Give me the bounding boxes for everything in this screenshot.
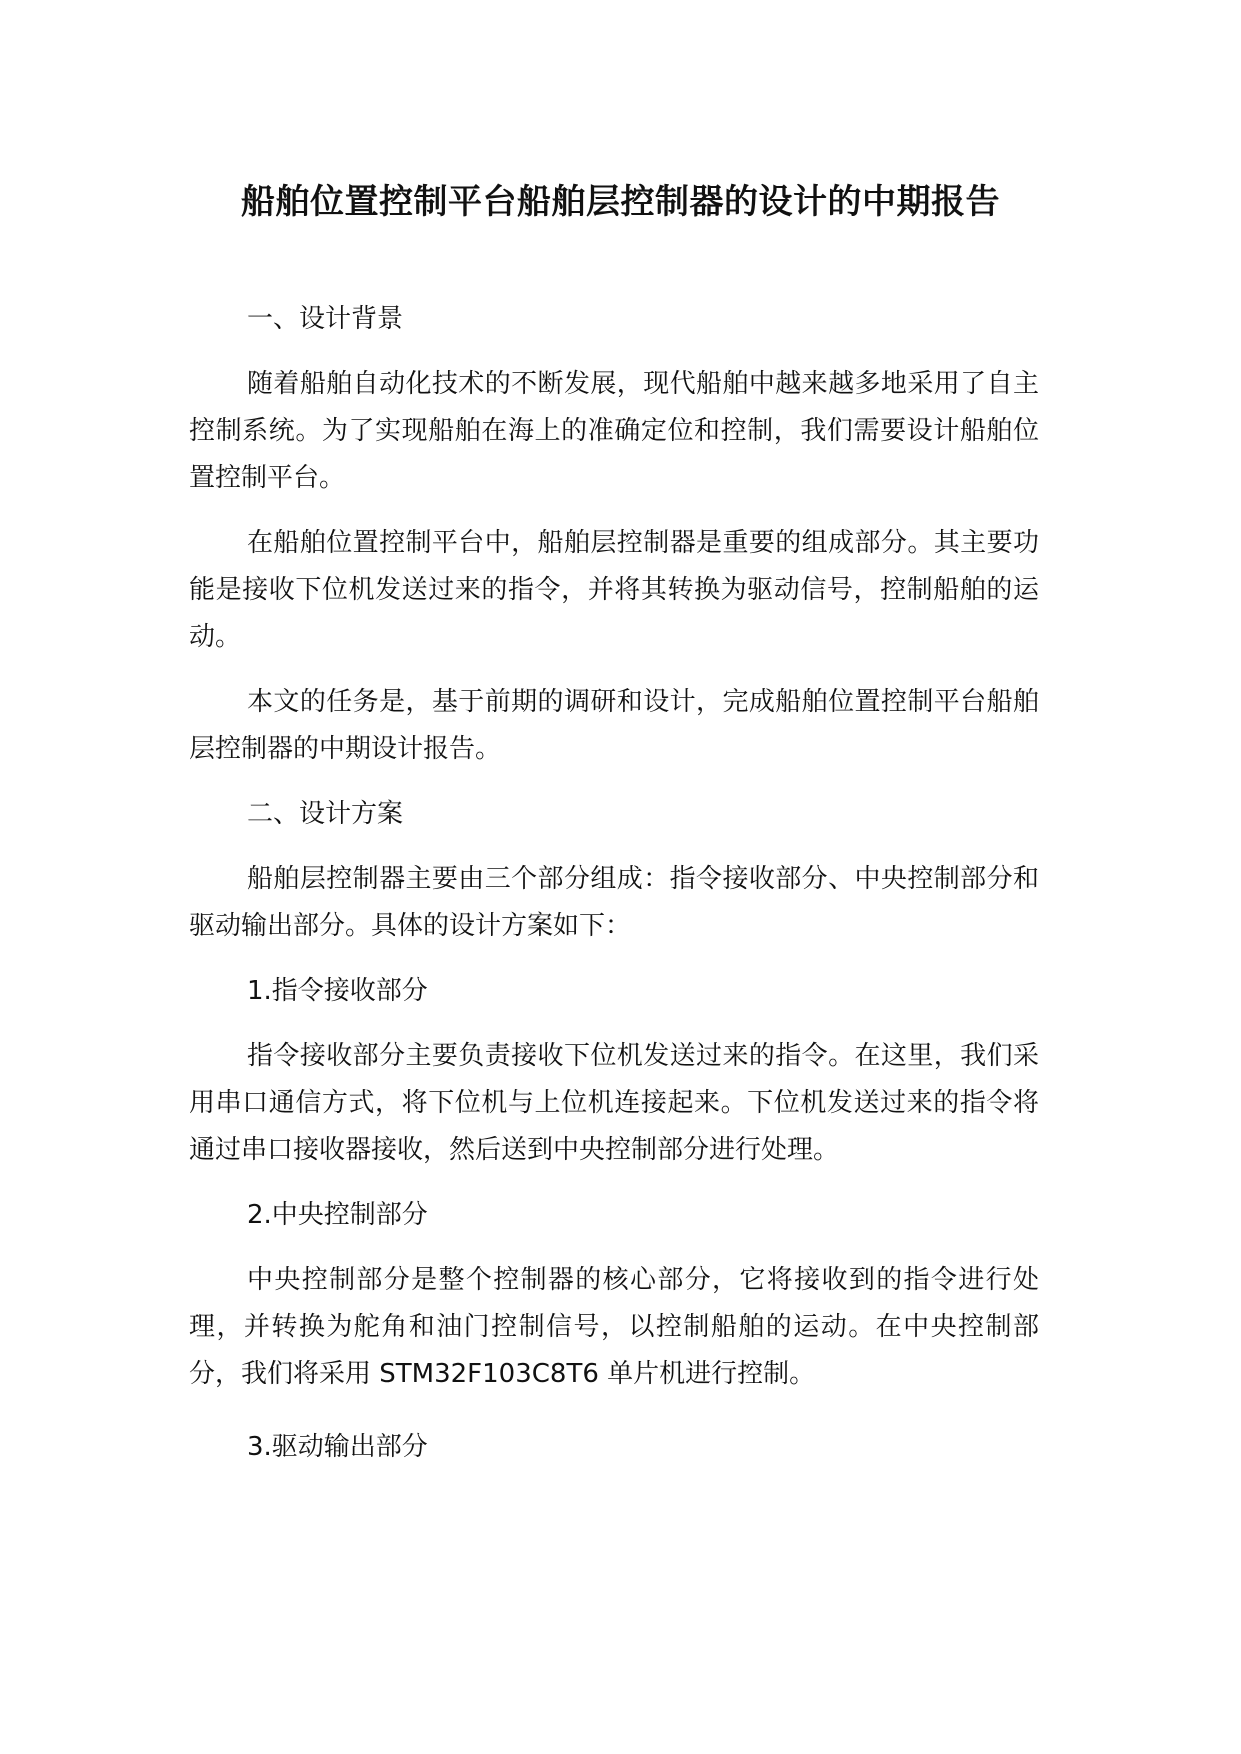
subsection-heading-command-receive: 1.指令接收部分 — [247, 976, 428, 1006]
paragraph-background-2: 在船舶位置控制平台中，船舶层控制器是重要的组成部分。其主要功能是接收下位机发送过来的指令，并将其转换为驱动信号，控制船舶的运动。 — [189, 528, 1039, 652]
paragraph-central-control: 中央控制部分是整个控制器的核心部分，它将接收到的指令进行处理，并转换为舵角和油门控制信号，以控制船舶的运动。在中央控制部分，我们将采用 STM32F103C8T6 单片机进行控制。 — [189, 1265, 1039, 1389]
paragraph-design-overview: 船舶层控制器主要由三个部分组成：指令接收部分、中央控制部分和驱动输出部分。具体的设计方案如下： — [189, 864, 1039, 941]
document-body — [189, 296, 1039, 1489]
paragraph-background-1: 随着船舶自动化技术的不断发展，现代船舶中越来越多地采用了自主控制系统。为了实现船舶在海上的准确定位和控制，我们需要设计船舶位置控制平台。 — [189, 369, 1039, 493]
document-title: 船舶位置控制平台船舶层控制器的设计的中期报告 — [241, 182, 1000, 222]
section-heading-background: 一、设计背景 — [247, 304, 404, 334]
subsection-heading-central-control: 2.中央控制部分 — [247, 1200, 428, 1230]
section-heading-design-plan: 二、设计方案 — [247, 799, 404, 829]
subsection-heading-drive-output: 3.驱动输出部分 — [247, 1432, 428, 1462]
paragraph-background-3: 本文的任务是，基于前期的调研和设计，完成船舶位置控制平台船舶层控制器的中期设计报告。 — [189, 687, 1039, 764]
paragraph-command-receive: 指令接收部分主要负责接收下位机发送过来的指令。在这里，我们采用串口通信方式，将下位机与上位机连接起来。下位机发送过来的指令将通过串口接收器接收，然后送到中央控制部分进行处理。 — [189, 1041, 1039, 1165]
